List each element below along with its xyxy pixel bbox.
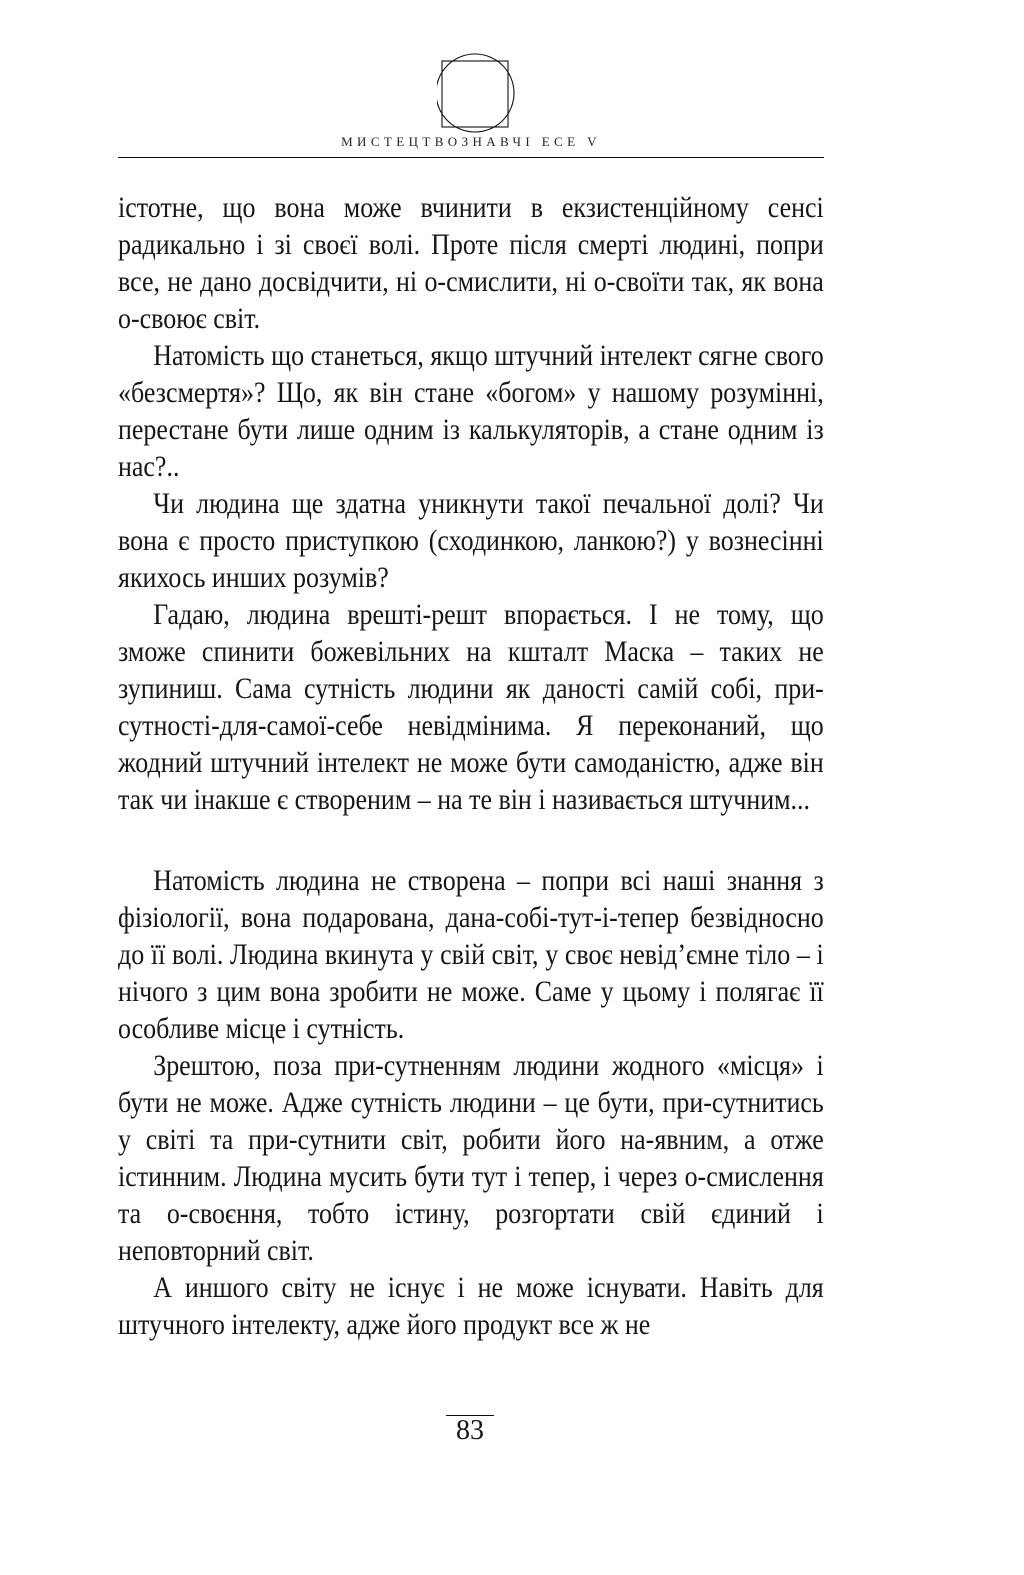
paragraph-continuation: істотне, що вона може вчинити в екзистенційному сенсі радикально і зі своєї волі. Проте після смерті людині, попри все, не дано досвідчити, ні о-смислити, ні о-своїти так, як вона о-своює світ. [118, 192, 824, 335]
page-number: 83 [456, 1415, 484, 1446]
running-head: МИСТЕЦТВОЗНАВЧІ ЕСЕ V [341, 134, 601, 149]
circle-in-square-emblem-icon [437, 50, 519, 134]
paragraph: Чи людина ще здатна уникнути такої печальної долі? Чи вона є просто приступкою (сходинкою, ланкою?) у вознесінні якихось инших розумів? [118, 488, 824, 594]
paragraph: Зрештою, поза при-сутненням людини жодного «місця» і бути не може. Адже сутність людини – це бути, при-сутнитись у світі та при-сутнити світ, робити його на-явним, а отже істинним. Людина мусить бути тут і тепер, і через о-смислення та о-своєння, тобто істину, розгортати свій єдиний і неповторний світ. [118, 1050, 824, 1267]
header-rule [118, 157, 824, 158]
body-text [118, 190, 824, 1344]
paragraph: Натомість людина не створена – попри всі наші знання з фізіології, вона подарована, дана-собі-тут-і-тепер безвідносно до її волі. Людина вкинута у свій світ, у своє невід’ємне тіло – і нічого з цим вона зробити не може. Саме у цьому і полягає її особливе місце і сутність. [118, 865, 824, 1045]
section-break [118, 819, 824, 863]
paragraph: Натомість що станеться, якщо штучний інтелект сягне свого «безсмертя»? Що, як він стане «богом» у нашому розумінні, перестане бути лише одним із калькуляторів, а стане одним із нас?.. [118, 340, 824, 483]
paragraph: А иншого світу не існує і не може існувати. Навіть для штучного інтелекту, адже його продукт все ж не [118, 1272, 824, 1341]
paragraph: Гадаю, людина врешті-решт впорається. І не тому, що зможе спинити божевільних на кшталт Маска – таких не зупиниш. Сама сутність людини як даності самій собі, при-сутності-для-самої-себе невідмінима. Я переконаний, що жодний штучний інтелект не може бути самоданістю, адже він так чи інакше є створеним – на те він і називається штучним... [118, 599, 824, 816]
